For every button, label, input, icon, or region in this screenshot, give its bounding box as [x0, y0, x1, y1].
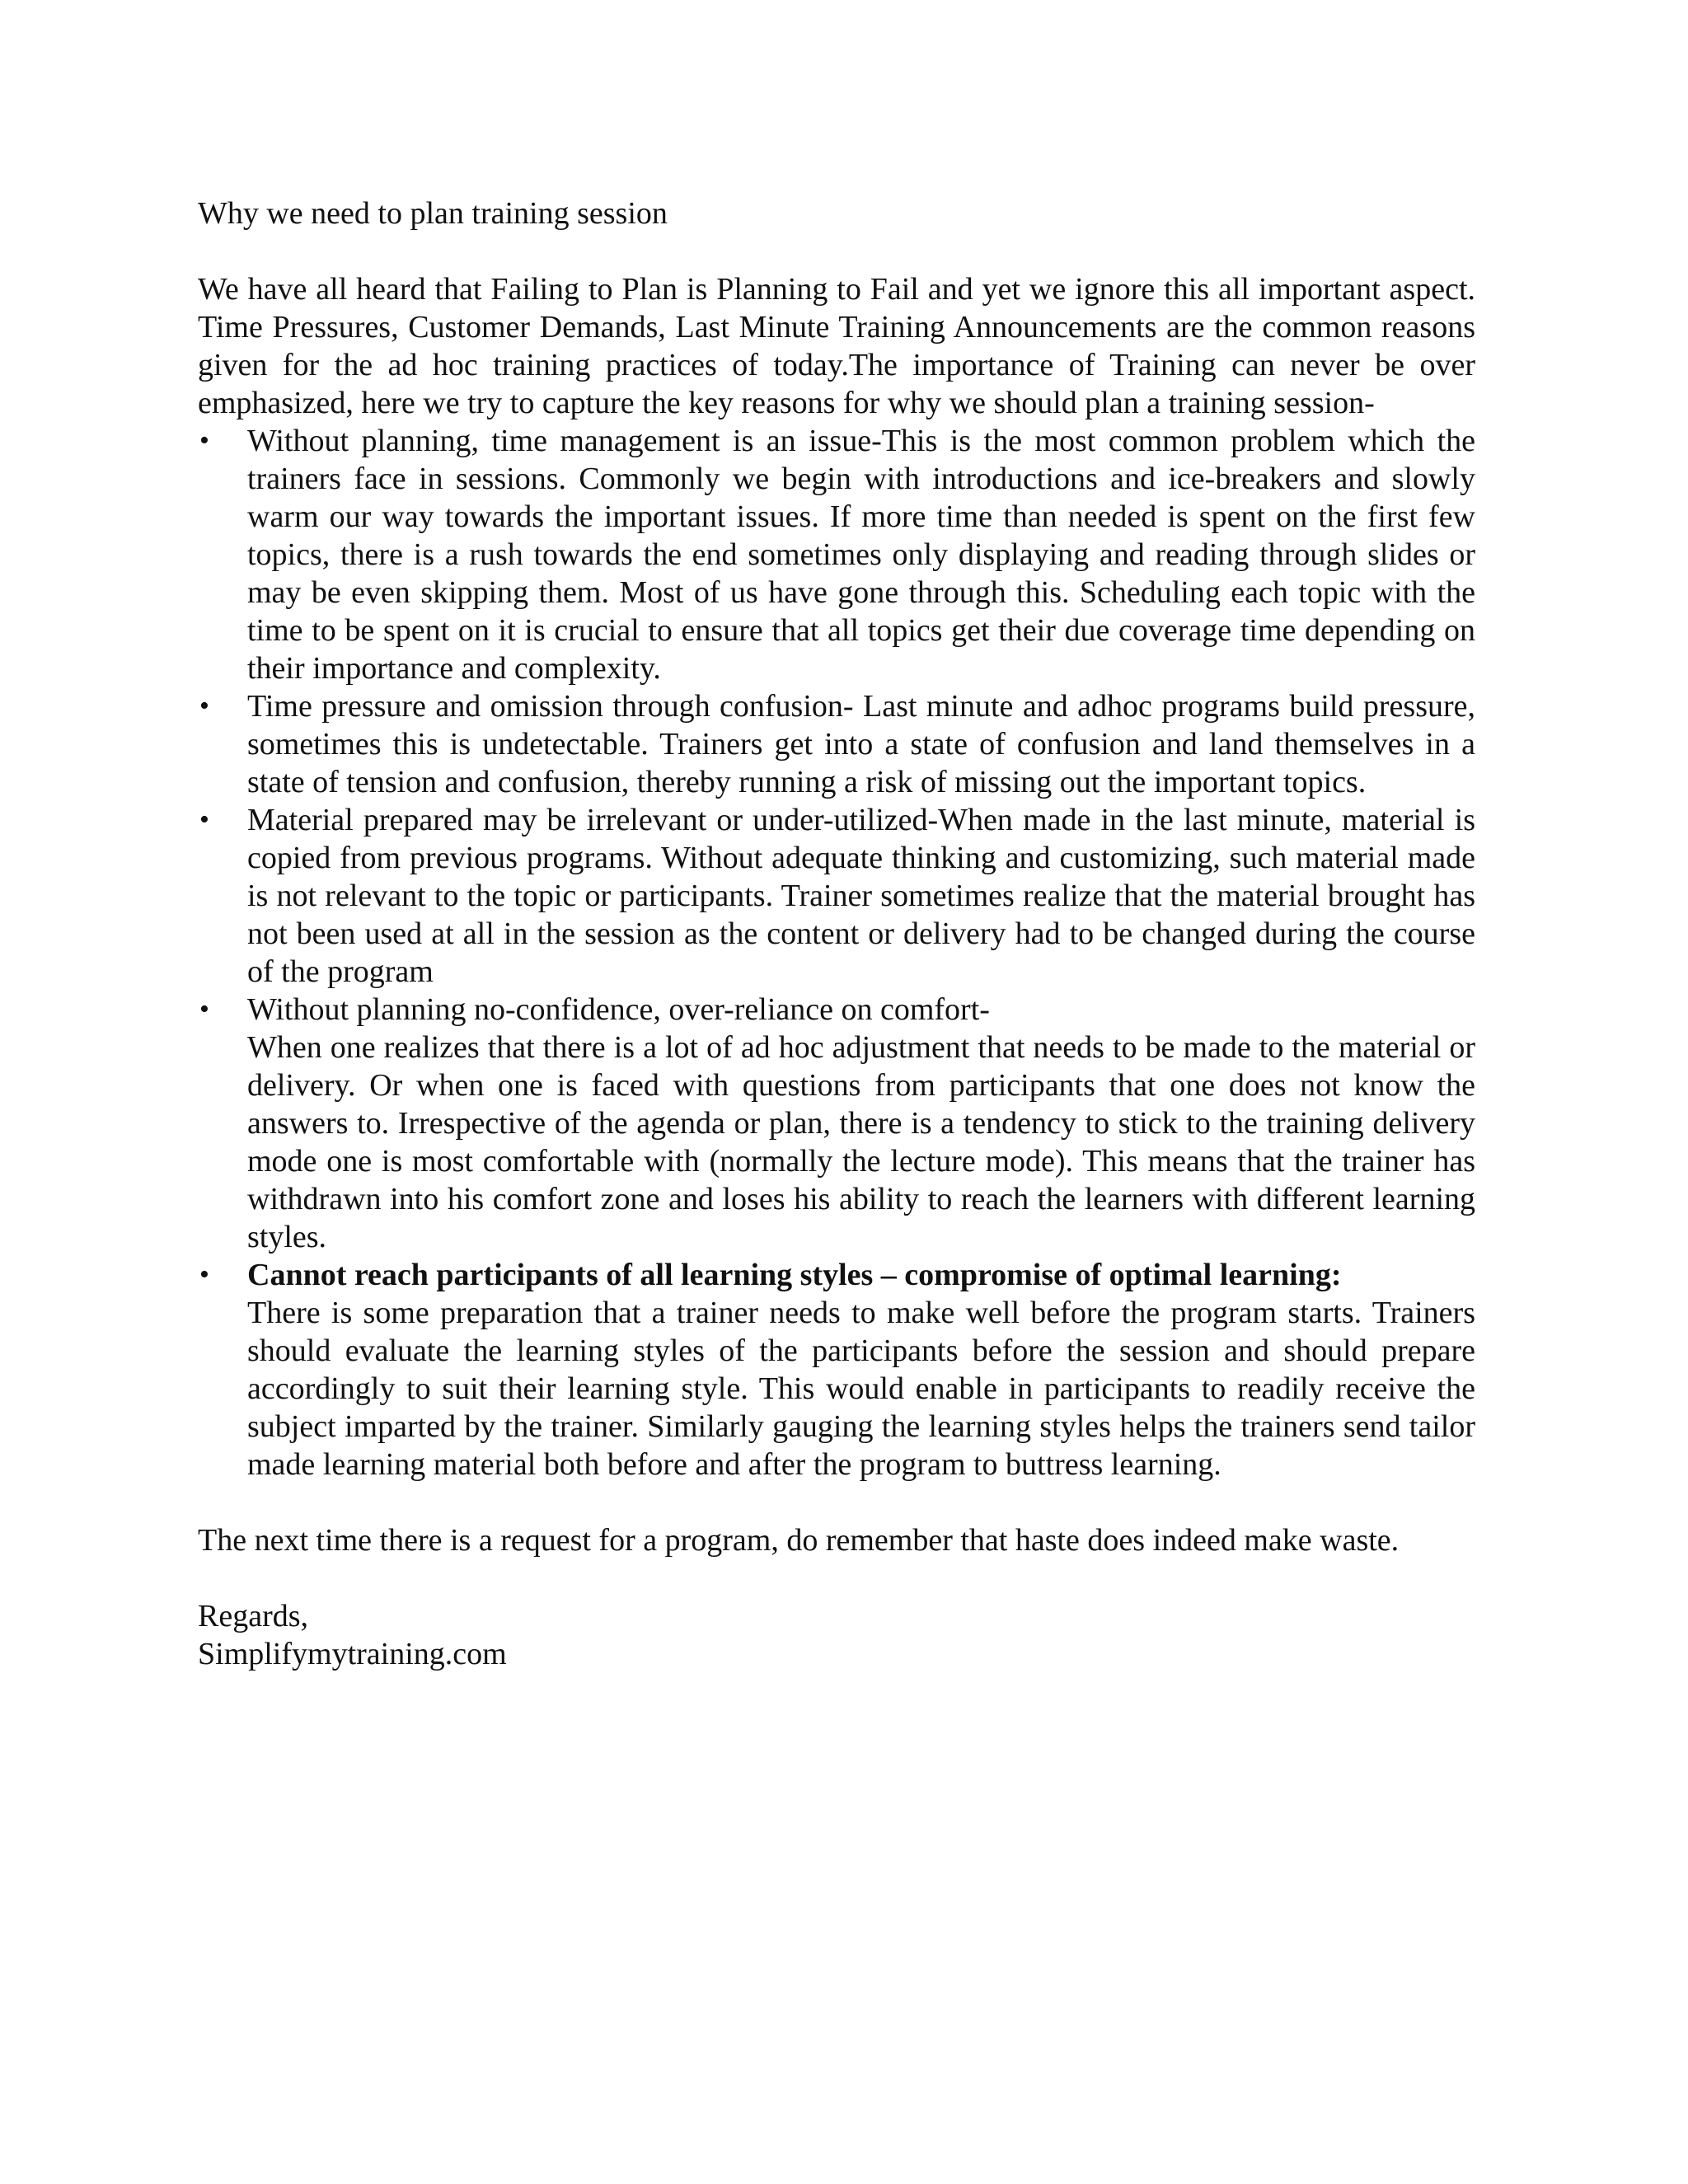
list-item: [198, 801, 1475, 991]
document-title: Why we need to plan training session: [198, 196, 668, 231]
bullet-icon: •: [199, 994, 209, 1024]
bullet-icon: •: [199, 1259, 209, 1290]
signoff-text: Regards,: [198, 1599, 309, 1633]
bullet-icon: •: [199, 691, 209, 721]
closing-paragraph: The next time there is a request for a program, do remember that haste does indeed make waste.: [198, 1523, 1400, 1558]
list-item-text: Without planning, time management is an issue-This is the most common problem which the trainers face in sessions. Commonly we begin with introductions and ice-breakers and slowly warm our way towards the important issues. If more time than needed is spent on the first few topics, there is a rush towards the end sometimes only displaying and reading through slides or may be even skipping them. Most of us have gone through this. Scheduling each topic with the time to be spent on it is crucial to ensure that all topics get their due coverage time depending on their importance and complexity.: [247, 424, 1475, 686]
intro-paragraph: We have all heard that Failing to Plan is Planning to Fail and yet we ignore this all important aspect. Time Pressures, Customer Demands, Last Minute Training Announcements are the common reasons given for the ad hoc training practices of today.The importance of Training can never be over emphasized, here we try to capture the key reasons for why we should plan a training session-: [198, 272, 1475, 420]
bullet-icon: •: [199, 804, 209, 835]
list-item: [198, 991, 1475, 1256]
signature-text: Simplifymytraining.com: [198, 1637, 507, 1671]
list-item: [198, 687, 1475, 801]
list-item: [198, 1256, 1475, 1483]
bullet-icon: •: [199, 425, 209, 456]
list-item-heading: Without planning no-confidence, over-reliance on comfort-: [247, 992, 990, 1027]
list-item-heading: Cannot reach participants of all learning styles – compromise of optimal learning:: [247, 1258, 1342, 1292]
document-page: [198, 194, 1475, 1673]
reasons-list: [198, 422, 1475, 1483]
signature-block: [198, 1597, 1475, 1673]
list-item-text: When one realizes that there is a lot of ad hoc adjustment that needs to be made to the material or delivery. Or when one is faced with questions from participants that one does not know the answers to. Irrespective of the agenda or plan, there is a tendency to stick to the training delivery mode one is most comfortable with (normally the lecture mode). This means that the trainer has withdrawn into his comfort zone and loses his ability to reach the learners with different learning styles.: [247, 1030, 1475, 1254]
list-item-text: Time pressure and omission through confusion- Last minute and adhoc programs build pressure, sometimes this is undetectable. Trainers get into a state of confusion and land themselves in a state of tension and confusion, thereby running a risk of missing out the important topics.: [247, 689, 1475, 799]
list-item-text: There is some preparation that a trainer needs to make well before the program starts. Trainers should evaluate the learning styles of the participants before the session and should prepare accordingly to suit their learning style. This would enable in participants to readily receive the subject imparted by the trainer. Similarly gauging the learning styles helps the trainers send tailor made learning material both before and after the program to buttress learning.: [247, 1296, 1475, 1482]
list-item: [198, 422, 1475, 687]
list-item-text: Material prepared may be irrelevant or under-utilized-When made in the last minute, material is copied from previous programs. Without adequate thinking and customizing, such material made is not relevant to the topic or participants. Trainer sometimes realize that the material brought has not been used at all in the session as the content or delivery had to be changed during the course of the program: [247, 803, 1475, 989]
